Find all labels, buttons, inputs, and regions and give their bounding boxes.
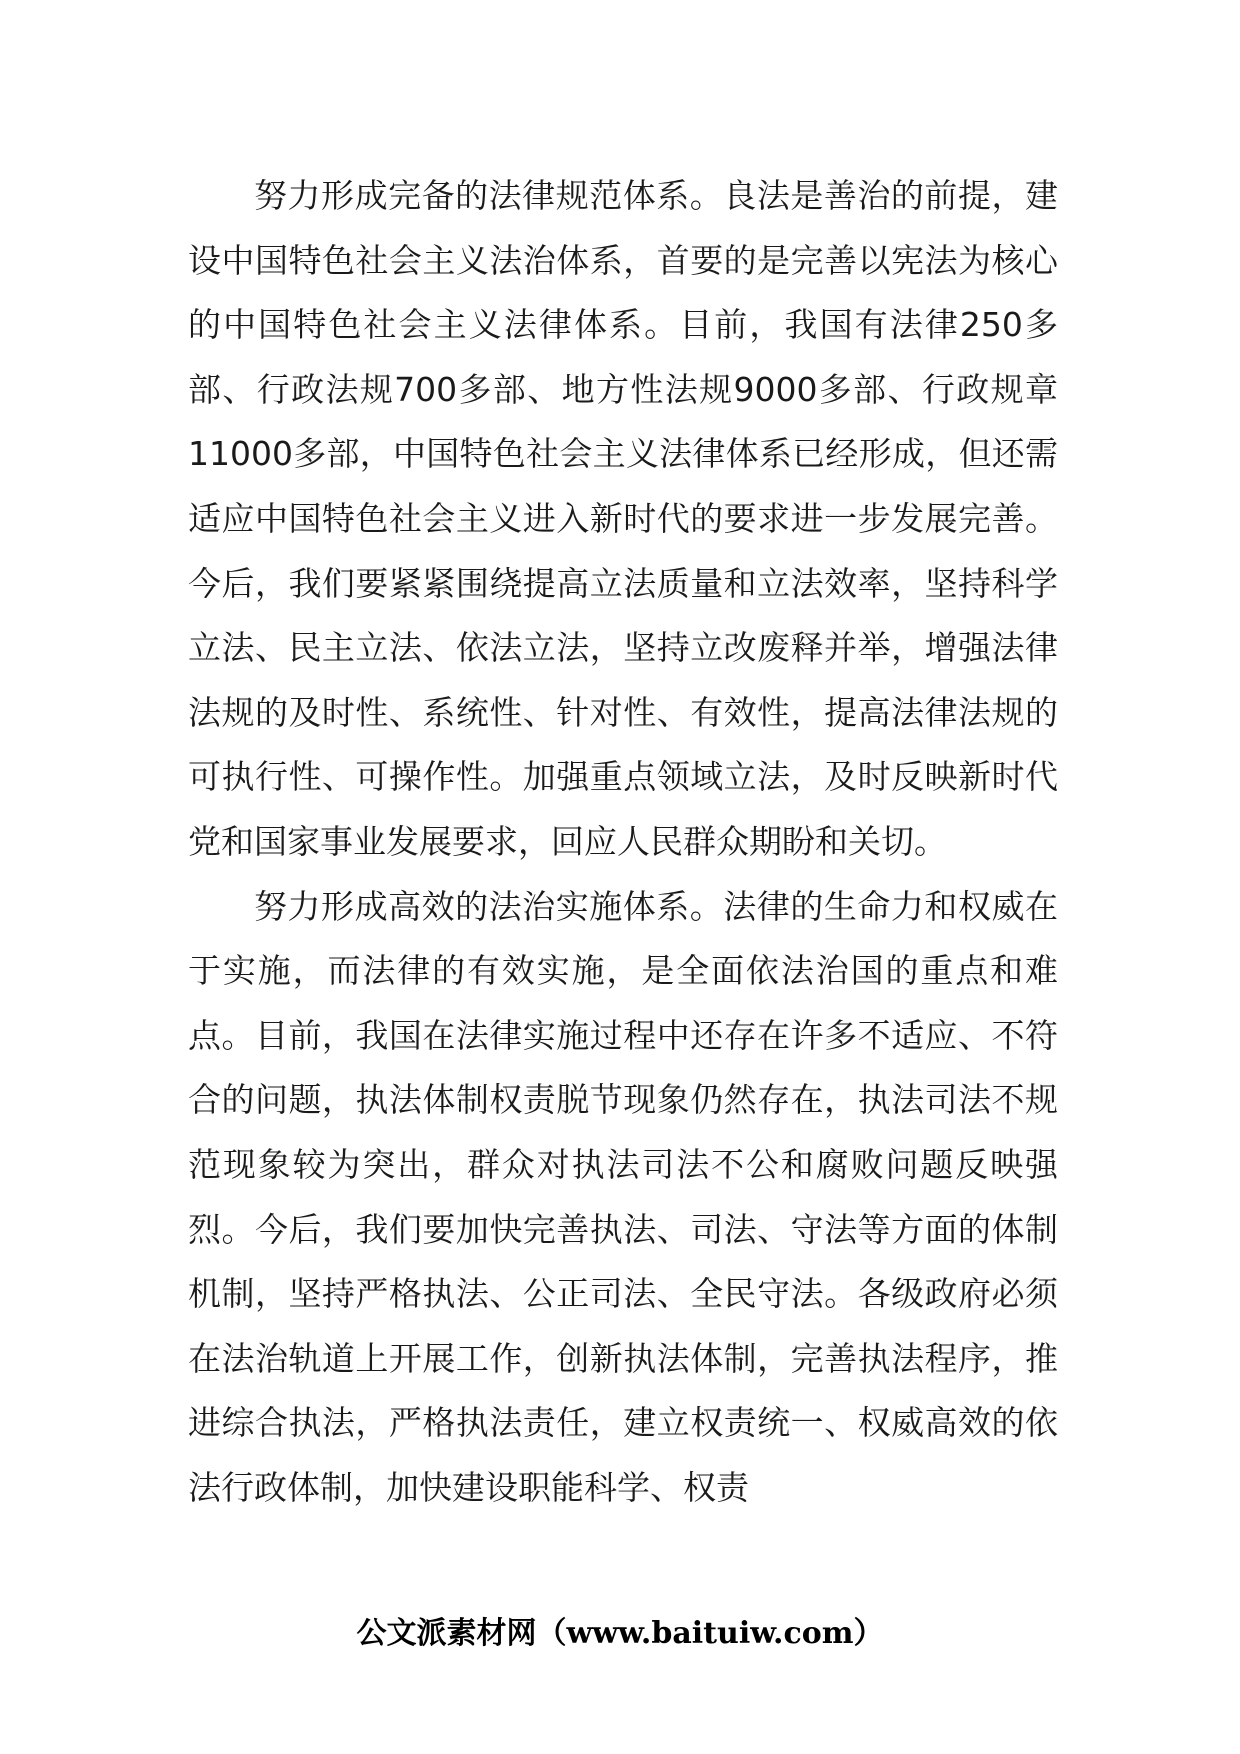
paragraph-rule-of-law-implementation: 努力形成高效的法治实施体系。法律的生命力和权威在于实施，而法律的有效实施，是全面依法治国的重点和难点。目前，我国在法律实施过程中还存在许多不适应、不符合的问题，执法体制权责脱节现象仍然存在，执法司法不规范现象较为突出，群众对执法司法不公和腐败问题反映强烈。今后，我们要加快完善执法、司法、守法等方面的体制机制，坚持严格执法、公正司法、全民守法。各级政府必须在法治轨道上开展工作，创新执法体制，完善执法程序，推进综合执法，严格执法责任，建立权责统一、权威高效的依法行政体制，加快建设职能科学、权责: [188, 886, 1058, 1507]
paragraph-legal-norms: 努力形成完备的法律规范体系。良法是善治的前提，建设中国特色社会主义法治体系，首要的是完善以宪法为核心的中国特色社会主义法律体系。目前，我国有法律250多部、行政法规700多部、地方性法规9000多部、行政规章11000多部，中国特色社会主义法律体系已经形成，但还需适应中国特色社会主义进入新时代的要求进一步发展完善。今后，我们要紧紧围绕提高立法质量和立法效率，坚持科学立法、民主立法、依法立法，坚持立改废释并举，增强法律法规的及时性、系统性、针对性、有效性，提高法律法规的可执行性、可操作性。加强重点领域立法，及时反映新时代党和国家事业发展要求，回应人民群众期盼和关切。: [188, 176, 1058, 861]
body-text: [188, 164, 1058, 1520]
footer-source: 公文派素材网（www.baituiw.com）: [356, 1616, 884, 1651]
